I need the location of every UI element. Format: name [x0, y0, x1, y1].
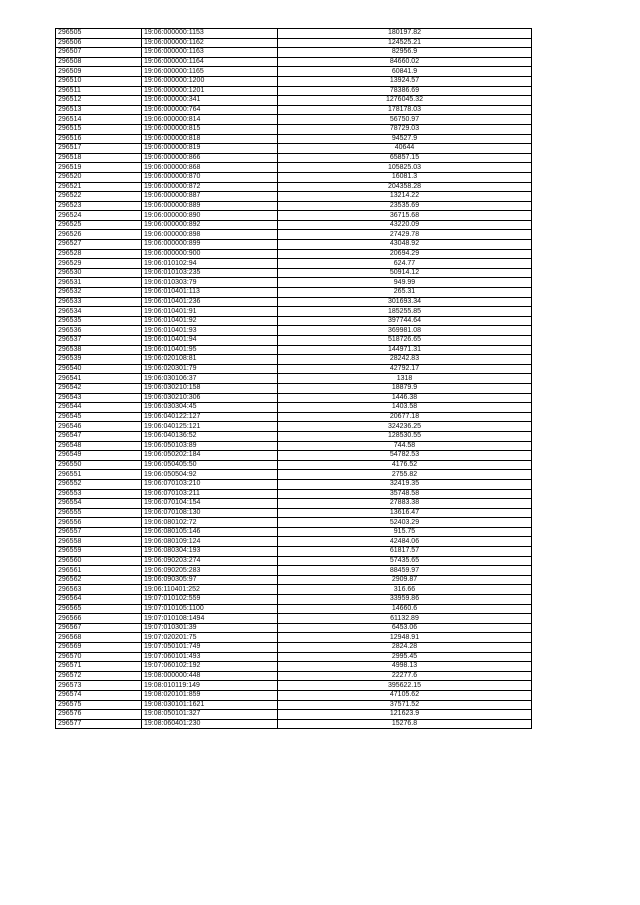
data-table — [55, 28, 532, 729]
row-number-cell: 296519 — [56, 163, 142, 173]
value-cell: 324236.25 — [278, 422, 532, 432]
cadastral-number-cell: 19:06:010102:94 — [142, 259, 278, 269]
row-number-cell: 296537 — [56, 336, 142, 346]
cadastral-number-cell: 19:07:020201:75 — [142, 633, 278, 643]
value-cell: 1403.58 — [278, 403, 532, 413]
value-cell: 78729.03 — [278, 124, 532, 134]
table-row — [56, 595, 532, 605]
value-cell: 105825.03 — [278, 163, 532, 173]
value-cell: 57435.65 — [278, 556, 532, 566]
row-number-cell: 296565 — [56, 604, 142, 614]
table-row — [56, 681, 532, 691]
row-number-cell: 296510 — [56, 76, 142, 86]
row-number-cell: 296521 — [56, 182, 142, 192]
row-number-cell: 296533 — [56, 297, 142, 307]
row-number-cell: 296534 — [56, 307, 142, 317]
cadastral-number-cell: 19:06:000000:1200 — [142, 76, 278, 86]
table-row — [56, 422, 532, 432]
row-number-cell: 296569 — [56, 643, 142, 653]
row-number-cell: 296506 — [56, 38, 142, 48]
cadastral-number-cell: 19:06:000000:814 — [142, 115, 278, 125]
cadastral-number-cell: 19:06:000000:900 — [142, 249, 278, 259]
table-row — [56, 556, 532, 566]
row-number-cell: 296517 — [56, 144, 142, 154]
table-row — [56, 172, 532, 182]
cadastral-number-cell: 19:06:020301:79 — [142, 364, 278, 374]
row-number-cell: 296577 — [56, 719, 142, 729]
table-row — [56, 115, 532, 125]
cadastral-number-cell: 19:06:000000:899 — [142, 240, 278, 250]
row-number-cell: 296543 — [56, 393, 142, 403]
cadastral-number-cell: 19:06:000000:890 — [142, 211, 278, 221]
row-number-cell: 296508 — [56, 57, 142, 67]
value-cell: 397744.64 — [278, 316, 532, 326]
table-row — [56, 364, 532, 374]
table-row — [56, 163, 532, 173]
value-cell: 54782.53 — [278, 451, 532, 461]
table-row — [56, 57, 532, 67]
table-row — [56, 38, 532, 48]
cadastral-number-cell: 19:06:000000:889 — [142, 201, 278, 211]
row-number-cell: 296538 — [56, 345, 142, 355]
value-cell: 18879.9 — [278, 383, 532, 393]
value-cell: 1276045.32 — [278, 96, 532, 106]
value-cell: 624.77 — [278, 259, 532, 269]
row-number-cell: 296520 — [56, 172, 142, 182]
table-row — [56, 489, 532, 499]
row-number-cell: 296527 — [56, 240, 142, 250]
table-row — [56, 479, 532, 489]
row-number-cell: 296553 — [56, 489, 142, 499]
row-number-cell: 296567 — [56, 623, 142, 633]
table-row — [56, 652, 532, 662]
table-row — [56, 288, 532, 298]
cadastral-number-cell: 19:06:000000:872 — [142, 182, 278, 192]
row-number-cell: 296560 — [56, 556, 142, 566]
row-number-cell: 296525 — [56, 220, 142, 230]
row-number-cell: 296551 — [56, 470, 142, 480]
table-row — [56, 671, 532, 681]
cadastral-number-cell: 19:06:000000:764 — [142, 105, 278, 115]
value-cell: 35748.58 — [278, 489, 532, 499]
cadastral-number-cell: 19:06:000000:818 — [142, 134, 278, 144]
table-row — [56, 527, 532, 537]
cadastral-number-cell: 19:08:020101:859 — [142, 690, 278, 700]
cadastral-number-cell: 19:06:030304:45 — [142, 403, 278, 413]
table-row — [56, 633, 532, 643]
row-number-cell: 296559 — [56, 547, 142, 557]
table-row — [56, 182, 532, 192]
row-number-cell: 296561 — [56, 566, 142, 576]
value-cell: 36715.68 — [278, 211, 532, 221]
value-cell: 2909.87 — [278, 575, 532, 585]
row-number-cell: 296507 — [56, 48, 142, 58]
row-number-cell: 296548 — [56, 441, 142, 451]
row-number-cell: 296566 — [56, 614, 142, 624]
table-row — [56, 220, 532, 230]
table-row — [56, 336, 532, 346]
value-cell: 22277.6 — [278, 671, 532, 681]
table-row — [56, 374, 532, 384]
cadastral-number-cell: 19:06:030210:158 — [142, 383, 278, 393]
row-number-cell: 296540 — [56, 364, 142, 374]
cadastral-number-cell: 19:07:010105:1100 — [142, 604, 278, 614]
row-number-cell: 296557 — [56, 527, 142, 537]
cadastral-number-cell: 19:06:000000:898 — [142, 230, 278, 240]
table-row — [56, 719, 532, 729]
table-row — [56, 623, 532, 633]
cadastral-number-cell: 19:06:000000:341 — [142, 96, 278, 106]
table-row — [56, 29, 532, 39]
cadastral-number-cell: 19:06:010103:235 — [142, 268, 278, 278]
cadastral-number-cell: 19:06:070103:210 — [142, 479, 278, 489]
cadastral-number-cell: 19:07:010108:1494 — [142, 614, 278, 624]
value-cell: 27429.78 — [278, 230, 532, 240]
value-cell: 369981.08 — [278, 326, 532, 336]
row-number-cell: 296526 — [56, 230, 142, 240]
table-row — [56, 604, 532, 614]
table-row — [56, 355, 532, 365]
row-number-cell: 296522 — [56, 192, 142, 202]
table-row — [56, 518, 532, 528]
table-row — [56, 441, 532, 451]
cadastral-number-cell: 19:08:030101:1621 — [142, 700, 278, 710]
cadastral-number-cell: 19:06:010401:95 — [142, 345, 278, 355]
table-row — [56, 393, 532, 403]
value-cell: 28242.83 — [278, 355, 532, 365]
row-number-cell: 296513 — [56, 105, 142, 115]
cadastral-number-cell: 19:08:000000:448 — [142, 671, 278, 681]
table-row — [56, 268, 532, 278]
row-number-cell: 296518 — [56, 153, 142, 163]
cadastral-number-cell: 19:07:050101:749 — [142, 643, 278, 653]
value-cell: 94527.9 — [278, 134, 532, 144]
cadastral-number-cell: 19:06:040136:52 — [142, 431, 278, 441]
table-row — [56, 710, 532, 720]
cadastral-number-cell: 19:06:000000:887 — [142, 192, 278, 202]
row-number-cell: 296512 — [56, 96, 142, 106]
value-cell: 15276.8 — [278, 719, 532, 729]
row-number-cell: 296558 — [56, 537, 142, 547]
cadastral-number-cell: 19:06:000000:1162 — [142, 38, 278, 48]
table-row — [56, 566, 532, 576]
cadastral-number-cell: 19:08:050101:327 — [142, 710, 278, 720]
value-cell: 144971.31 — [278, 345, 532, 355]
row-number-cell: 296554 — [56, 499, 142, 509]
table-row — [56, 451, 532, 461]
value-cell: 518726.65 — [278, 336, 532, 346]
row-number-cell: 296572 — [56, 671, 142, 681]
table-row — [56, 67, 532, 77]
row-number-cell: 296532 — [56, 288, 142, 298]
row-number-cell: 296542 — [56, 383, 142, 393]
table-row — [56, 547, 532, 557]
value-cell: 13214.22 — [278, 192, 532, 202]
table-row — [56, 201, 532, 211]
table-row — [56, 537, 532, 547]
table-row — [56, 134, 532, 144]
cadastral-number-cell: 19:07:060102:192 — [142, 662, 278, 672]
cadastral-number-cell: 19:06:000000:892 — [142, 220, 278, 230]
value-cell: 6453.06 — [278, 623, 532, 633]
cadastral-number-cell: 19:06:020108:81 — [142, 355, 278, 365]
table-row — [56, 249, 532, 259]
row-number-cell: 296515 — [56, 124, 142, 134]
value-cell: 43048.92 — [278, 240, 532, 250]
cadastral-number-cell: 19:06:010401:94 — [142, 336, 278, 346]
table-row — [56, 48, 532, 58]
row-number-cell: 296562 — [56, 575, 142, 585]
cadastral-number-cell: 19:06:000000:1153 — [142, 29, 278, 39]
row-number-cell: 296563 — [56, 585, 142, 595]
cadastral-number-cell: 19:06:070103:211 — [142, 489, 278, 499]
cadastral-number-cell: 19:06:050504:92 — [142, 470, 278, 480]
table-row — [56, 240, 532, 250]
value-cell: 84660.02 — [278, 57, 532, 67]
table-row — [56, 345, 532, 355]
value-cell: 37571.52 — [278, 700, 532, 710]
value-cell: 4998.13 — [278, 662, 532, 672]
value-cell: 88459.97 — [278, 566, 532, 576]
cadastral-number-cell: 19:06:090205:283 — [142, 566, 278, 576]
table-row — [56, 259, 532, 269]
table-row — [56, 662, 532, 672]
table-row — [56, 211, 532, 221]
cadastral-number-cell: 19:06:070108:130 — [142, 508, 278, 518]
table-row — [56, 499, 532, 509]
value-cell: 16081.3 — [278, 172, 532, 182]
value-cell: 316.66 — [278, 585, 532, 595]
value-cell: 915.75 — [278, 527, 532, 537]
row-number-cell: 296573 — [56, 681, 142, 691]
table-row — [56, 585, 532, 595]
value-cell: 13924.57 — [278, 76, 532, 86]
cadastral-number-cell: 19:06:000000:1164 — [142, 57, 278, 67]
row-number-cell: 296545 — [56, 412, 142, 422]
row-number-cell: 296530 — [56, 268, 142, 278]
table-row — [56, 96, 532, 106]
row-number-cell: 296576 — [56, 710, 142, 720]
value-cell: 265.31 — [278, 288, 532, 298]
cadastral-number-cell: 19:06:010401:236 — [142, 297, 278, 307]
row-number-cell: 296570 — [56, 652, 142, 662]
row-number-cell: 296528 — [56, 249, 142, 259]
row-number-cell: 296571 — [56, 662, 142, 672]
table-row — [56, 508, 532, 518]
table-row — [56, 124, 532, 134]
row-number-cell: 296505 — [56, 29, 142, 39]
cadastral-number-cell: 19:06:040122:127 — [142, 412, 278, 422]
table-row — [56, 431, 532, 441]
table-row — [56, 690, 532, 700]
row-number-cell: 296547 — [56, 431, 142, 441]
value-cell: 50914.12 — [278, 268, 532, 278]
value-cell: 20677.18 — [278, 412, 532, 422]
cadastral-number-cell: 19:06:030106:37 — [142, 374, 278, 384]
value-cell: 52403.29 — [278, 518, 532, 528]
cadastral-number-cell: 19:06:000000:868 — [142, 163, 278, 173]
cadastral-number-cell: 19:06:070104:154 — [142, 499, 278, 509]
table-row — [56, 192, 532, 202]
value-cell: 2995.45 — [278, 652, 532, 662]
row-number-cell: 296516 — [56, 134, 142, 144]
cadastral-number-cell: 19:06:000000:815 — [142, 124, 278, 134]
value-cell: 12948.91 — [278, 633, 532, 643]
row-number-cell: 296552 — [56, 479, 142, 489]
cadastral-number-cell: 19:06:000000:1163 — [142, 48, 278, 58]
cadastral-number-cell: 19:06:110401:252 — [142, 585, 278, 595]
value-cell: 14660.6 — [278, 604, 532, 614]
row-number-cell: 296556 — [56, 518, 142, 528]
cadastral-number-cell: 19:06:050405:50 — [142, 460, 278, 470]
row-number-cell: 296523 — [56, 201, 142, 211]
cadastral-number-cell: 19:06:000000:866 — [142, 153, 278, 163]
table-row — [56, 643, 532, 653]
row-number-cell: 296524 — [56, 211, 142, 221]
row-number-cell: 296568 — [56, 633, 142, 643]
cadastral-number-cell: 19:07:060101:493 — [142, 652, 278, 662]
cadastral-number-cell: 19:06:080304:193 — [142, 547, 278, 557]
cadastral-number-cell: 19:07:010102:559 — [142, 595, 278, 605]
row-number-cell: 296564 — [56, 595, 142, 605]
value-cell: 82956.9 — [278, 48, 532, 58]
row-number-cell: 296549 — [56, 451, 142, 461]
cadastral-number-cell: 19:06:000000:819 — [142, 144, 278, 154]
value-cell: 27883.38 — [278, 499, 532, 509]
value-cell: 121623.9 — [278, 710, 532, 720]
value-cell: 185255.85 — [278, 307, 532, 317]
value-cell: 61132.89 — [278, 614, 532, 624]
value-cell: 1318 — [278, 374, 532, 384]
row-number-cell: 296531 — [56, 278, 142, 288]
table-row — [56, 297, 532, 307]
cadastral-number-cell: 19:08:060401:230 — [142, 719, 278, 729]
value-cell: 949.99 — [278, 278, 532, 288]
row-number-cell: 296536 — [56, 326, 142, 336]
table-row — [56, 316, 532, 326]
value-cell: 2824.28 — [278, 643, 532, 653]
value-cell: 33959.86 — [278, 595, 532, 605]
value-cell: 1446.38 — [278, 393, 532, 403]
value-cell: 60841.9 — [278, 67, 532, 77]
value-cell: 2755.82 — [278, 470, 532, 480]
table-row — [56, 700, 532, 710]
value-cell: 180197.82 — [278, 29, 532, 39]
table-body — [56, 29, 532, 729]
table-row — [56, 412, 532, 422]
value-cell: 56750.97 — [278, 115, 532, 125]
table-row — [56, 144, 532, 154]
row-number-cell: 296575 — [56, 700, 142, 710]
cadastral-number-cell: 19:06:080102:72 — [142, 518, 278, 528]
value-cell: 744.58 — [278, 441, 532, 451]
value-cell: 32419.35 — [278, 479, 532, 489]
cadastral-number-cell: 19:06:010401:113 — [142, 288, 278, 298]
cadastral-number-cell: 19:06:090305:97 — [142, 575, 278, 585]
table-row — [56, 470, 532, 480]
value-cell: 124525.21 — [278, 38, 532, 48]
value-cell: 65857.15 — [278, 153, 532, 163]
value-cell: 43220.09 — [278, 220, 532, 230]
value-cell: 40644 — [278, 144, 532, 154]
row-number-cell: 296544 — [56, 403, 142, 413]
cadastral-number-cell: 19:06:030210:306 — [142, 393, 278, 403]
row-number-cell: 296550 — [56, 460, 142, 470]
value-cell: 61817.57 — [278, 547, 532, 557]
table-row — [56, 153, 532, 163]
row-number-cell: 296535 — [56, 316, 142, 326]
value-cell: 395622.15 — [278, 681, 532, 691]
row-number-cell: 296574 — [56, 690, 142, 700]
table-row — [56, 76, 532, 86]
table-row — [56, 383, 532, 393]
cadastral-number-cell: 19:06:010401:92 — [142, 316, 278, 326]
row-number-cell: 296511 — [56, 86, 142, 96]
row-number-cell: 296541 — [56, 374, 142, 384]
value-cell: 128530.55 — [278, 431, 532, 441]
value-cell: 13616.47 — [278, 508, 532, 518]
table-row — [56, 307, 532, 317]
cadastral-number-cell: 19:06:050103:89 — [142, 441, 278, 451]
value-cell: 42792.17 — [278, 364, 532, 374]
table-row — [56, 230, 532, 240]
value-cell: 42484.06 — [278, 537, 532, 547]
cadastral-number-cell: 19:07:010301:39 — [142, 623, 278, 633]
table-row — [56, 403, 532, 413]
cadastral-number-cell: 19:06:010303:79 — [142, 278, 278, 288]
value-cell: 204358.28 — [278, 182, 532, 192]
row-number-cell: 296555 — [56, 508, 142, 518]
document-page — [55, 28, 531, 729]
value-cell: 20694.29 — [278, 249, 532, 259]
row-number-cell: 296529 — [56, 259, 142, 269]
table-row — [56, 86, 532, 96]
table-row — [56, 575, 532, 585]
cadastral-number-cell: 19:08:010119:149 — [142, 681, 278, 691]
value-cell: 178178.03 — [278, 105, 532, 115]
value-cell: 4176.52 — [278, 460, 532, 470]
cadastral-number-cell: 19:06:080105:146 — [142, 527, 278, 537]
table-row — [56, 614, 532, 624]
cadastral-number-cell: 19:06:010401:93 — [142, 326, 278, 336]
cadastral-number-cell: 19:06:080109:124 — [142, 537, 278, 547]
table-row — [56, 105, 532, 115]
cadastral-number-cell: 19:06:040125:121 — [142, 422, 278, 432]
cadastral-number-cell: 19:06:000000:1165 — [142, 67, 278, 77]
value-cell: 23535.69 — [278, 201, 532, 211]
row-number-cell: 296509 — [56, 67, 142, 77]
table-row — [56, 326, 532, 336]
row-number-cell: 296514 — [56, 115, 142, 125]
cadastral-number-cell: 19:06:090203:274 — [142, 556, 278, 566]
value-cell: 301693.34 — [278, 297, 532, 307]
cadastral-number-cell: 19:06:000000:870 — [142, 172, 278, 182]
cadastral-number-cell: 19:06:000000:1201 — [142, 86, 278, 96]
cadastral-number-cell: 19:06:050202:184 — [142, 451, 278, 461]
value-cell: 78386.69 — [278, 86, 532, 96]
value-cell: 47105.62 — [278, 690, 532, 700]
table-row — [56, 278, 532, 288]
cadastral-number-cell: 19:06:010401:91 — [142, 307, 278, 317]
row-number-cell: 296546 — [56, 422, 142, 432]
row-number-cell: 296539 — [56, 355, 142, 365]
table-row — [56, 460, 532, 470]
